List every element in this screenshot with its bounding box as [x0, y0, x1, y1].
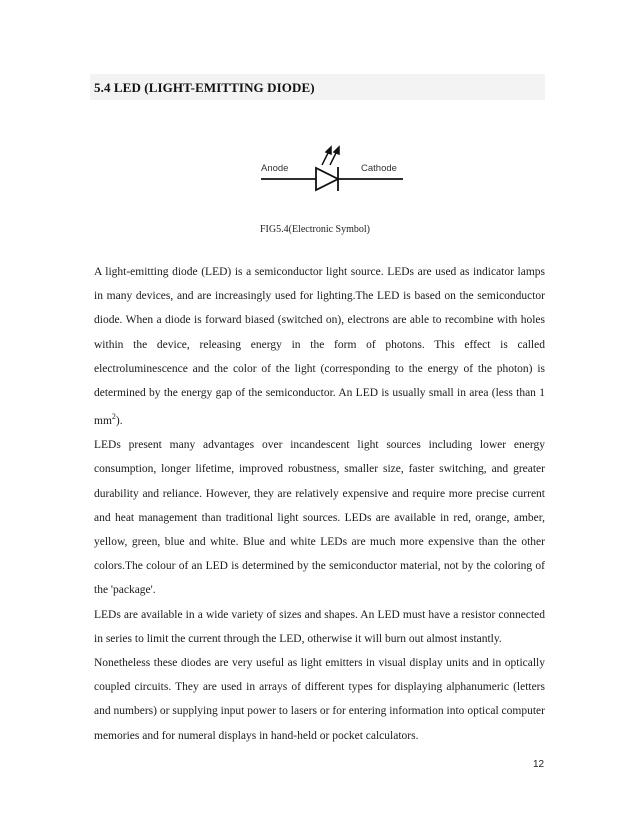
- paragraph-intro-text: A light-emitting diode (LED) is a semiconductor light source. LEDs are used as indicator lamps in many devices, and are increasingly used for lighting.The LED is based on the semiconductor diode. When a diode is forward biased (switched on), electrons are able to recombine with holes within the device, releasing energy in the form of photons. This effect is called electroluminescence and the color of the light (corresponding to the energy of the photon) is determined by the energy gap of the semiconductor. An LED is usually small in area (less than 1 mm: [94, 266, 545, 428]
- paragraph-uses: Nonetheless these diodes are very useful as light emitters in visual display units and in optically coupled circuits. They are used in arrays of different types for displaying alphanumeric (letters and numbers) or supplying input power to lasers or for entering information into optical computer memories and for numeral displays in hand-held or pocket calculators.: [94, 657, 545, 742]
- section-heading: 5.4 LED (LIGHT-EMITTING DIODE): [94, 80, 315, 95]
- figure-caption: FIG5.4(Electronic Symbol): [260, 224, 370, 235]
- paragraph-advantages: LEDs present many advantages over incandescent light sources including lower energy consumption, longer lifetime, improved robustness, smaller size, faster switching, and greater durability and reliance. However, they are relatively expensive and require more precise current and heat management than traditional light sources. LEDs are available in red, orange, amber, yellow, green, blue and white. Blue and white LEDs are much more expensive than the other colors.The colour of an LED is determined by the semiconductor material, not by the coloring of the 'package'.: [94, 439, 545, 597]
- emission-arrows: [322, 147, 339, 165]
- cathode-label: Cathode: [361, 163, 397, 174]
- paragraph-intro-end: ).: [115, 415, 123, 428]
- page-number: 12: [533, 759, 545, 770]
- superscript: 2: [111, 412, 116, 422]
- paragraph-intro: [94, 260, 545, 433]
- led-symbol-figure: [258, 142, 408, 196]
- diode-triangle: [316, 168, 338, 190]
- body-text: [94, 260, 545, 748]
- paragraph-sizes: LEDs are available in a wide variety of sizes and shapes. An LED must have a resistor connected in series to limit the current through the LED, otherwise it will burn out almost instantly.: [94, 608, 545, 645]
- anode-label: Anode: [261, 163, 289, 174]
